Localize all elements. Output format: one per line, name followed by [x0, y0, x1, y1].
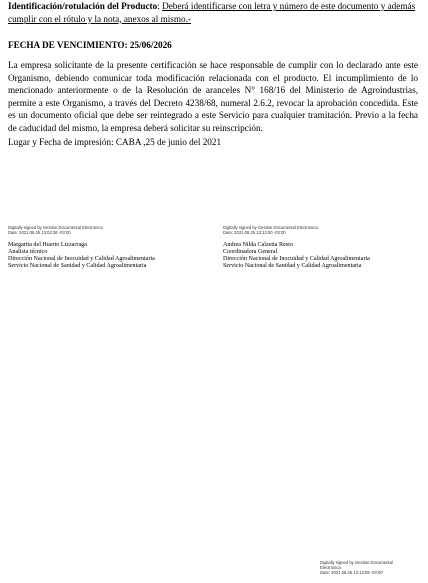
final-signed-by-line1: Digitally signed by Gestion Documental [320, 560, 393, 565]
digital-signature-stamp [8, 226, 155, 236]
signer-role: Coordinadora General [223, 248, 278, 255]
expiry-date: FECHA DE VENCIMIENTO: 25/06/2026 [8, 40, 172, 50]
signed-date: Date: 2021.06.25 13:02:36 -03:00 [8, 229, 71, 235]
signature-block-right [223, 226, 370, 271]
signer-service: Servicio Nacional de Sanidad y Calidad Agroalimentaria [223, 263, 362, 270]
identification-text: Deberá identificarse con letra y número de este documento y además cumplir con el rótulo y la nota, anexos al mismo.- [8, 1, 416, 24]
signer-directorate: Dirección Nacional de Inocuidad y Calidad Agroalimentaria [8, 256, 155, 263]
place-and-date: Lugar y Fecha de impresión: CABA ,25 de junio del 2021 [8, 137, 222, 147]
signer-name: Margarita del Huerto Lizzarraga [8, 241, 87, 248]
signature-block-left [8, 226, 155, 271]
signed-date: Date: 2021.06.25 13:13:00 -03:00 [223, 229, 286, 235]
signed-by-text: Digitally signed by Gestion Documental Electronica [8, 225, 103, 230]
signer-name: Andrea Nilda Calzetta Resio [223, 241, 293, 248]
final-digital-signature-stamp [320, 561, 393, 575]
digital-signature-stamp [223, 226, 370, 236]
final-signed-date: Date: 2021.06.25 13:13:09 -03:00 [320, 569, 383, 575]
final-signed-by-line2: Electronica [320, 564, 341, 570]
signer-role: Analista técnico [8, 248, 48, 255]
identification-paragraph [8, 0, 420, 25]
identification-colon: : [157, 1, 163, 11]
signer-service: Servicio Nacional de Sanidad y Calidad Agroalimentaria [8, 263, 147, 270]
signed-by-text: Digitally signed by Gestion Documental Electronica [223, 225, 318, 230]
body-paragraph: La empresa solicitante de la presente certificación se hace responsable de cumplir con lo declarado ante este Organismo, debiendo comunicar toda modificación relacionada con el producto. El incumplimiento de lo mencionado anteriormente o de la Resolución de aranceles N° 168/16 del Ministerio de Agroindustrias, permite a este Organismo, a través del Decreto 4238/68, numeral 2.6.2, revocar la aprobación concedida. Este es un documento oficial que debe ser reintegrado a este Servicio para cualquier tramitación. Previo a la fecha de caducidad del mismo, la empresa deberá solicitar su reinscripción. [8, 60, 418, 133]
signer-directorate: Dirección Nacional de Inocuidad y Calidad Agroalimentaria [223, 256, 370, 263]
identification-label: Identificación/rotulación del Producto [8, 1, 158, 11]
